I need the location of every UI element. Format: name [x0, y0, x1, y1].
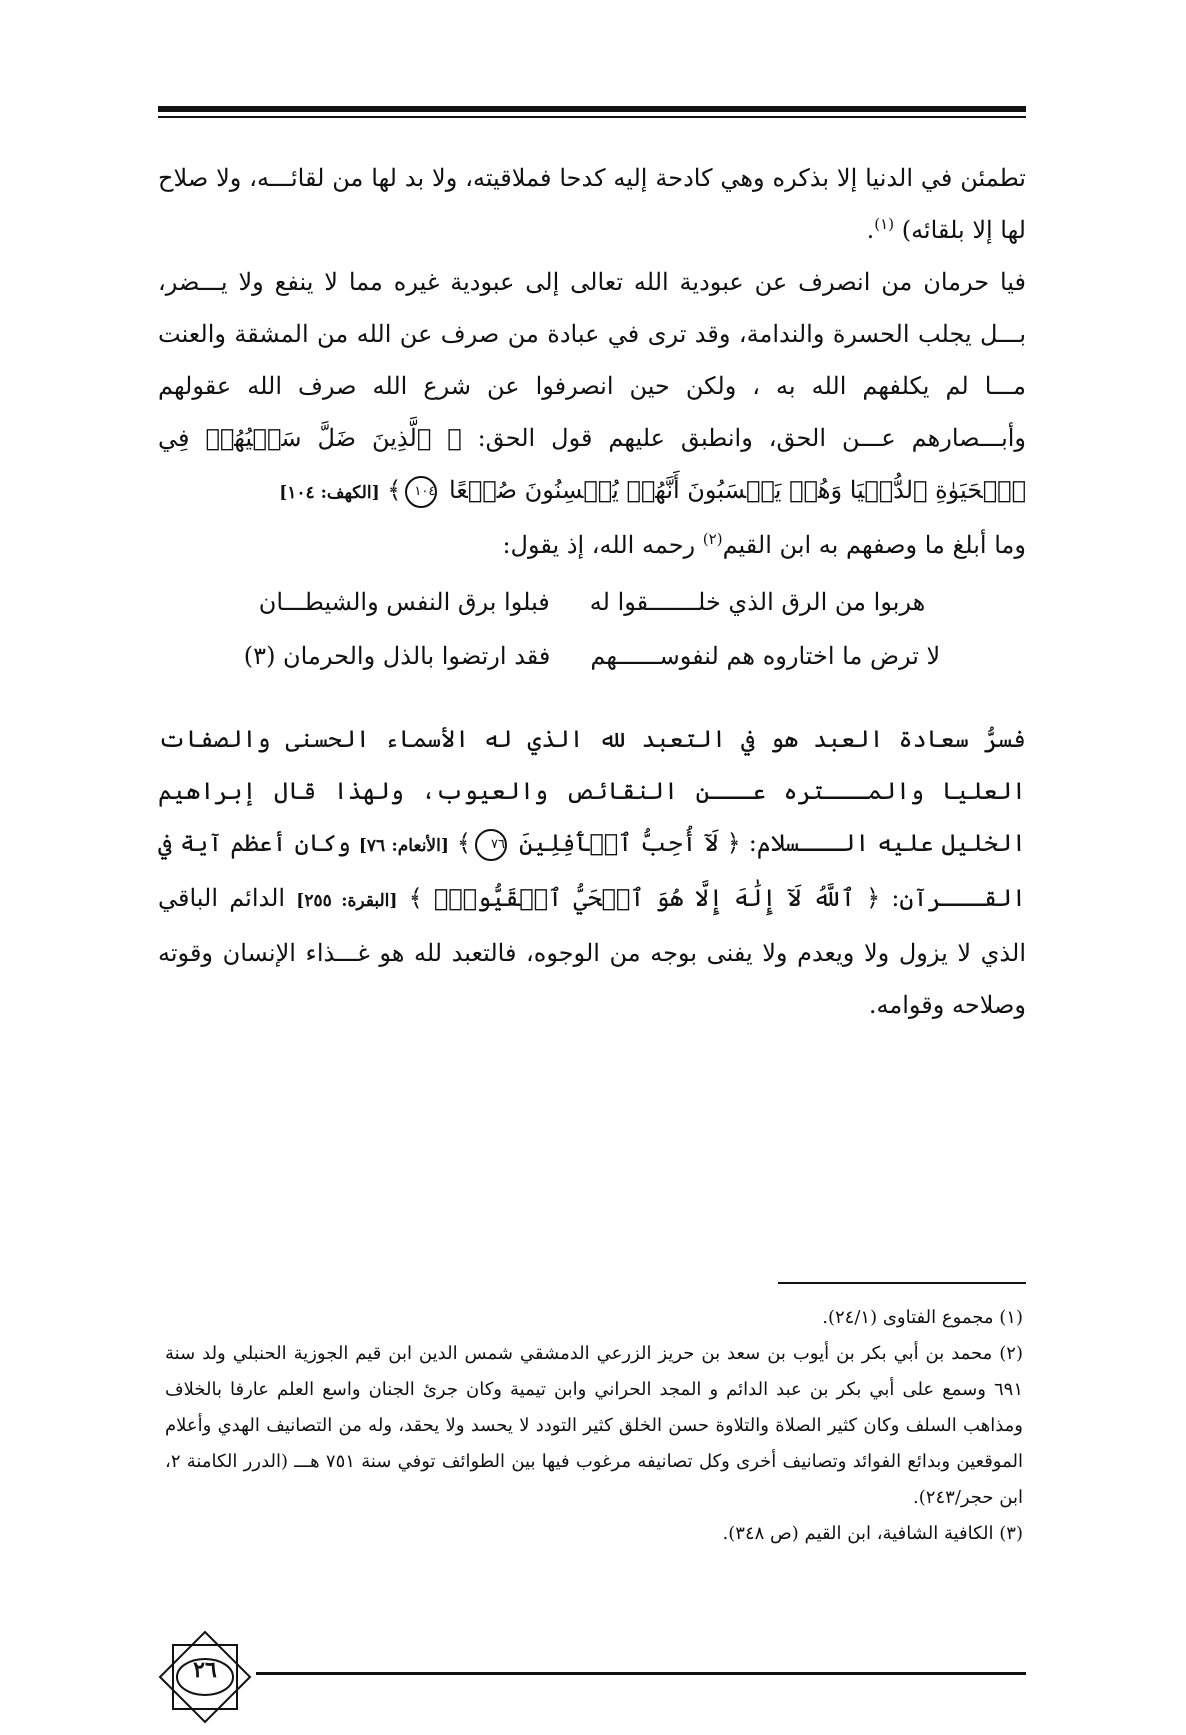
paragraph-4-text-c: الدائم الباقي الذي لا يزول ولا ويعدم ولا يفنى بوجه من الوجوه، فالتعبد لله هو غـــذاء الإنسان وقوته وصلاحه وقوامه.	[158, 884, 1026, 1019]
footnote-separator	[778, 1282, 1026, 1284]
paragraph-3-text-a: وما أبلغ ما وصفهم به ابن القيم	[722, 531, 1026, 559]
ayah-number-icon: ٧٦	[475, 829, 507, 861]
quran-ref-3: [البقرة: ٢٥٥]	[296, 891, 398, 911]
footnotes	[165, 1300, 1023, 1552]
paragraph-4-text-b: وكان أعظم آية في القـــرآن:	[158, 829, 1026, 912]
footnote-3: (٣) الكافية الشافية، ابن القيم (ص ٣٤٨).	[722, 1523, 1023, 1544]
quran-verse-3: ﴿ ٱللَّهُ لَآ إِلَٰهَ إِلَّا هُوَ ٱلۡحَيُّ ٱلۡقَيُّومُۚ ﴾	[408, 884, 881, 912]
quran-ref-1: [الكهف: ١٠٤]	[279, 483, 380, 503]
paragraph-1-end: .	[866, 216, 875, 244]
quran-verse-2-close: ﴾	[456, 829, 471, 857]
header-rule-thin	[158, 116, 1026, 118]
poem	[158, 575, 1026, 683]
poem-hemistich-right: هربوا من الرق الذي خلـــــــقوا له	[589, 588, 926, 616]
paragraph-3-text-b: رحمه الله، إذ يقول:	[502, 531, 696, 559]
paragraph-4	[158, 713, 1026, 1031]
page-number: ٢٦	[193, 1657, 217, 1683]
quran-verse-1: ﴿ ٱلَّذِينَ ضَلَّ سَعۡيُهُمۡ فِي ٱلۡحَيَوٰةِ ٱلدُّنۡيَا وَهُمۡ يَحۡسَبُونَ أَنَّهُمۡ يُحۡسِنُونَ صُنۡعًا	[158, 424, 1026, 504]
footnote-ref-1[interactable]: (١)	[874, 215, 895, 233]
quran-verse-2: ﴿ لَآ أُحِبُّ ٱلۡأٓفِلِينَ	[519, 829, 741, 857]
paragraph-2-text: فيا حرمان من انصرف عن عبودية الله تعالى إلى عبودية غيره مما لا ينفع ولا يـــضر، بـــل يجلب الحسرة والندامة، وقد ترى في عبادة من صرف عن الله من المشقة والعنت مـــا لم يكلفهم الله به ، ولكن حين انصرفوا عن شرع الله صرف الله عقولهم وأبـــصارهم عـــن الحق، وانطبق عليهم قول الحق:	[158, 268, 1027, 452]
ayah-number-icon: ١٠٤	[405, 476, 437, 508]
quran-ref-2: [الأنعام: ٧٦]	[358, 836, 449, 856]
poem-hemistich-left: فبلوا برق النفس والشيطـــان	[258, 588, 550, 616]
paragraph-1-text: تطمئن في الدنيا إلا بذكره وهي كادحة إليه كدحا فملاقيته، ولا بد لها من لقائـــه، ولا صلاح لها إلا بلقائه)	[158, 164, 1026, 244]
quran-verse-1-close: ﴾	[387, 476, 402, 504]
poem-hemistich-right: لا ترض ما اختاروه هم لنفوســــــهم	[590, 642, 941, 670]
footnote-2: (٢) محمد بن أبي بكر بن أيوب بن سعد بن حريز الزرعي الدمشقي شمس الدين ابن قيم الجوزية الحنبلي ولد سنة ٦٩١ وسمع على أبي بكر بن عبد الدائم و المجد الحراني وابن تيمية وكان جرئ الجنان واسع العلم عارفا بالخلاف ومذاهب السلف وكان كثير الصلاة والتلاوة حسن الخلق كثير التودد لا يحسد ولا يحقد، وله من التصانيف الهدي وأعلام الموقعين وبدائع الفوائد وتصانيف أخرى وكل تصانيفه مرغوب فيها بين الطوائف توفي سنة ٧٥١ هـــ (الدرر الكامنة ٢، ابن حجر/٢٤٣).	[165, 1343, 1023, 1508]
paragraph-1	[158, 152, 1026, 256]
header-rule-thick	[158, 106, 1026, 112]
footnote-1: (١) مجموع الفتاوى (٢٤/١).	[822, 1307, 1023, 1328]
footnote-ref-2[interactable]: (٢)	[702, 530, 723, 548]
main-text	[158, 152, 1026, 1031]
paragraph-2	[158, 256, 1026, 519]
footer-rule	[256, 1672, 1026, 1675]
paragraph-3	[158, 519, 1026, 571]
poem-line	[158, 629, 1026, 683]
poem-hemistich-left: فقد ارتضوا بالذل والحرمان (٣)	[243, 642, 551, 670]
paragraph-4-text-a: فسرُّ سعادة العبد هو في التعبد لله الذي له الأسماء الحسنى والصفات العليا والمـــتره عـــن النقائص والعيوب، ولهذا قال إبراهيم الخليل عليه الـــسلام:	[158, 725, 1026, 857]
poem-line	[158, 575, 1026, 629]
